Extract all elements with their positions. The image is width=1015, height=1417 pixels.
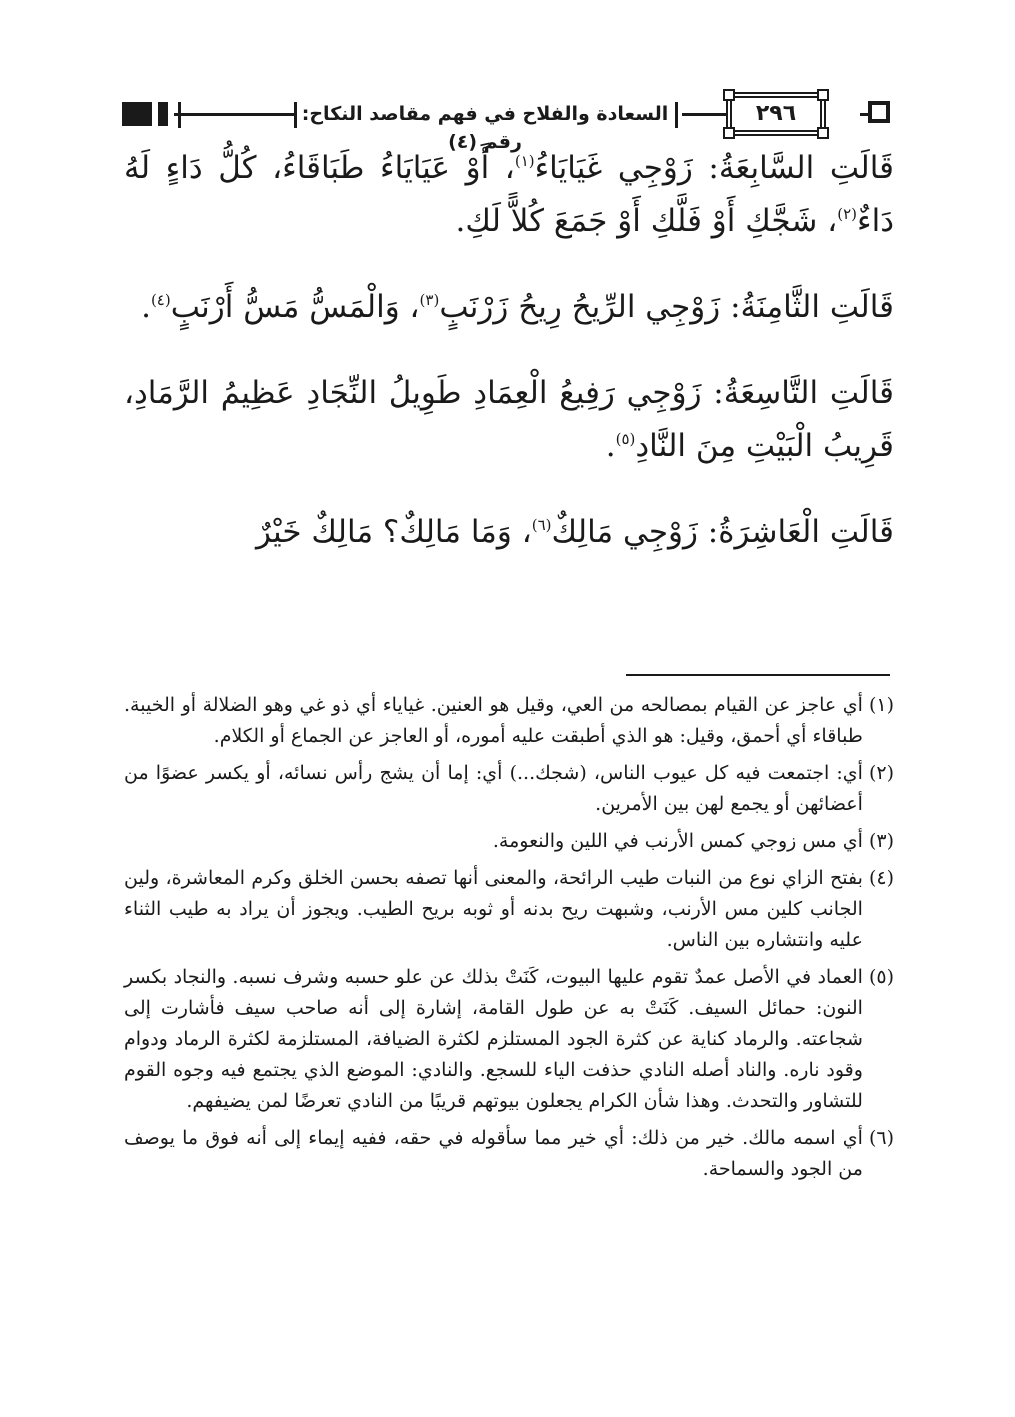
header-rule bbox=[860, 113, 868, 116]
footnote-item bbox=[124, 826, 894, 857]
footnote-number: (٣) bbox=[868, 830, 894, 852]
footnote-item bbox=[124, 962, 894, 1117]
footnote-text: العماد في الأصل عمدٌ تقوم عليها البيوت، كَنَتْ بذلك عن علو حسبه وشرف نسبه. والنجاد بكسر النون: حمائل السيف. كَنَتْ به عن طول القامة، إشارة إلى أنه صاحب سيف فأشارت إلى شجاعته. والرماد كناية عن كثرة الجود المستلزم لكثرة الضيافة، المستلزمة لكثرة الرماد ودوام وقود ناره. والناد أصله النادي حذفت الياء للسجع. والنادي: الموضع الذي يجتمع فيه وجوه القوم للتشاور والتحدث. وهذا شأن الكرام يجعلون بيوتهم قريبًا من النادي تعرضًا لمن يضيفهم. bbox=[124, 966, 863, 1112]
footnote-separator bbox=[626, 674, 890, 676]
footnote-text: أي: اجتمعت فيه كل عيوب الناس، (شجك...) أي: إما أن يشج رأس نسائه، أو يكسر عضوًا من أعضائهن أو يجمع لهن بين الأمرين. bbox=[124, 762, 863, 815]
footnote-number: (٢) bbox=[868, 762, 894, 784]
footnote-text: أي عاجز عن القيام بمصالحه من العي، وقيل هو العنين. غياياء أي ذو غي وهو الضلالة أو الخيبة. طباقاء أي أحمق، وقيل: هو الذي أطبقت عليه أموره، أو العاجز عن الجماع أو الكلام. bbox=[124, 694, 863, 747]
header-ornament-bar bbox=[294, 102, 297, 128]
footnote-text: بفتح الزاي نوع من النبات طيب الرائحة، والمعنى أنها تصفه بحسن الخلق وكرم المعاشرة، ولين الجانب كلين مس الأرنب، وشبهت ريح بدنه أو ثوبه بريح الطيب. ويجوز أن يراد به طيب الثناء عليه وانتشاره بين الناس. bbox=[124, 867, 863, 951]
footnote-item bbox=[124, 758, 894, 820]
book-title: السعادة والفلاح في فهم مقاصد النكاح: رقم (٤) bbox=[301, 103, 669, 153]
footnote-number: (١) bbox=[868, 694, 894, 716]
footnote-number: (٥) bbox=[868, 966, 894, 988]
main-text bbox=[124, 142, 894, 559]
paragraph-seventh: قَالَتِ السَّابِعَةُ: زَوْجِي غَيَايَاءُ$^{(١)}$، أَوْ عَيَايَاءُ طَبَاقَاءُ، كُلُّ دَاءٍ لَهُ دَاءٌ$^{(٢)}$، شَجَّكِ أَوْ فَلَّكِ أَوْ جَمَعَ كُلاًّ لَكِ. bbox=[124, 150, 895, 239]
footnotes bbox=[124, 690, 894, 1191]
footnote-item bbox=[124, 863, 894, 956]
header-ornament-block bbox=[158, 102, 168, 126]
footnote-item bbox=[124, 1123, 894, 1185]
header-ornament-block bbox=[122, 102, 152, 126]
page-number-value: ٢٩٦ bbox=[755, 101, 797, 126]
header-rule bbox=[174, 113, 294, 116]
footnote-text: أي اسمه مالك. خير من ذلك: أي خير مما سأقوله في حقه، ففيه إيماء إلى أنه فوق ما يوصف من الجود والسماحة. bbox=[124, 1127, 863, 1180]
footnote-item bbox=[124, 690, 894, 752]
footnote-number: (٤) bbox=[868, 867, 894, 889]
footnote-ref[interactable]: (٦) bbox=[531, 516, 552, 534]
page-header bbox=[122, 98, 892, 153]
page-number bbox=[730, 96, 822, 132]
header-ornament-bar bbox=[675, 102, 678, 128]
header-end-box bbox=[868, 101, 890, 123]
footnote-number: (٦) bbox=[868, 1127, 894, 1149]
footnote-ref[interactable]: (٢) bbox=[837, 205, 857, 223]
paragraph-tenth: قَالَتِ الْعَاشِرَةُ: زَوْجِي مَالِكٌ$^{(٦)}$، وَمَا مَالِكٌ؟ مَالِكٌ خَيْرٌ bbox=[255, 514, 894, 550]
footnote-ref[interactable]: (٤) bbox=[150, 291, 171, 309]
footnote-ref[interactable]: (٣) bbox=[419, 291, 440, 309]
paragraph-eighth: قَالَتِ الثَّامِنَةُ: زَوْجِي الرِّيحُ رِيحُ زَرْنَبٍ$^{(٣)}$، وَالْمَسُّ مَسُّ أَرْنَبٍ$^{(٤)}$. bbox=[141, 289, 894, 325]
paragraph-ninth: قَالَتِ التَّاسِعَةُ: زَوْجِي رَفِيعُ الْعِمَادِ طَوِيلُ النِّجَادِ عَظِيمُ الرَّمَادِ، قَرِيبُ الْبَيْتِ مِنَ النَّادِ$^{(٥)}$. bbox=[124, 375, 894, 464]
footnote-ref[interactable]: (٥) bbox=[615, 430, 636, 448]
footnote-ref[interactable]: (١) bbox=[514, 152, 535, 170]
footnote-text: أي مس زوجي كمس الأرنب في اللين والنعومة. bbox=[492, 830, 863, 852]
